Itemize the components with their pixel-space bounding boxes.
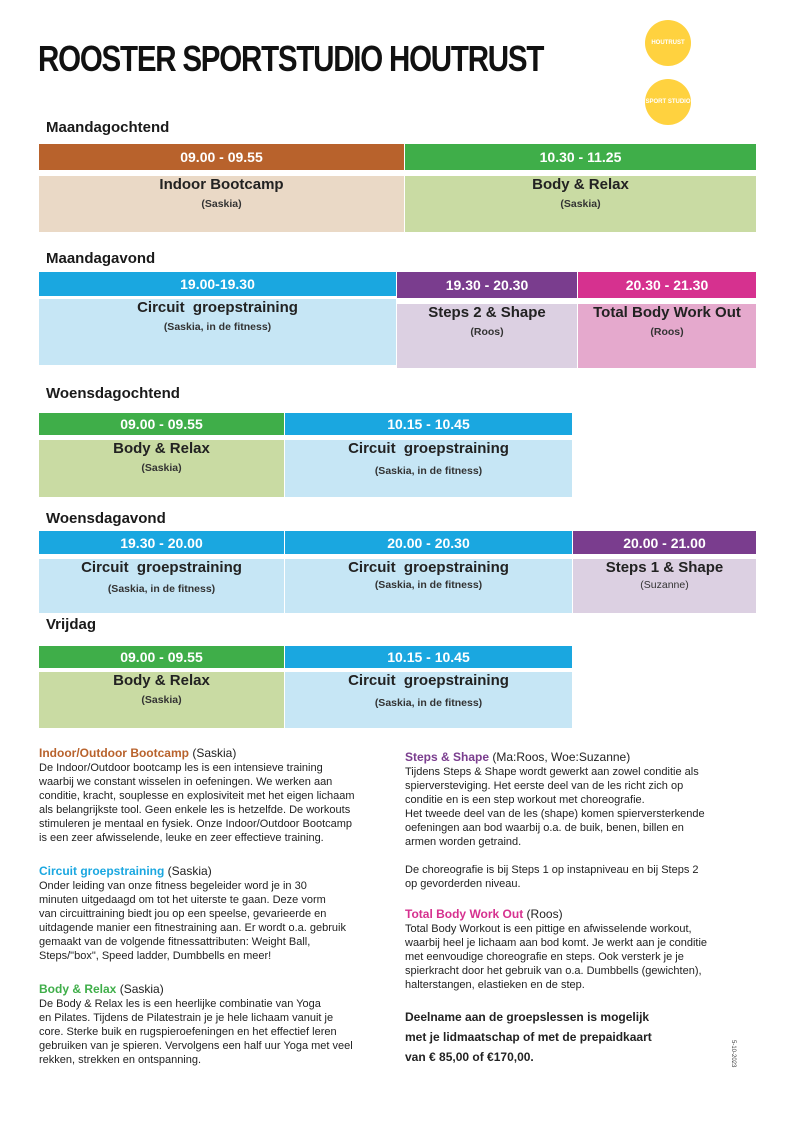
slot-class: Total Body Work Out [593, 304, 741, 321]
desc-line: gemaakt van de volgende fitnessattributen: Weight Ball, [39, 936, 311, 948]
desc-line: Het tweede deel van de les (shape) komen spierversterkende [405, 808, 705, 820]
desc-trainer: (Saskia) [164, 864, 212, 878]
slot-class: Steps 2 & Shape [428, 304, 546, 321]
desc-line: Total Body Workout is een pittige en afwisselende workout, [405, 923, 692, 935]
desc-line: armen worden getraind. [405, 836, 522, 848]
day-label-wednesday-evening: Woensdagavond [46, 510, 166, 527]
slot-time: 19.30 - 20.00 [39, 531, 284, 554]
slot-fri-relax [39, 646, 284, 728]
slot-mon-am-bootcamp [39, 144, 404, 232]
desc-line: spierkracht door het gebruik van o.a. Dumbbells (gewichten), [405, 965, 702, 977]
slot-class: Circuit groepstraining [348, 672, 509, 689]
print-date: 5-10-2023 [730, 1040, 736, 1068]
slot-class: Body & Relax [532, 176, 629, 193]
slot-fri-circuit [285, 646, 572, 728]
desc-line: core. Sterke buik en rugspieroefeningen en het effectief leren [39, 1026, 337, 1038]
slot-trainer: (Saskia) [141, 462, 182, 474]
slot-trainer: (Saskia) [560, 198, 601, 210]
desc-line: gebruiken van je spieren. Vervolgens een half uur Yoga met veel [39, 1040, 353, 1052]
day-label-monday-evening: Maandagavond [46, 250, 156, 267]
slot-class: Circuit groepstraining [81, 559, 242, 576]
slot-time: 10.15 - 10.45 [285, 413, 572, 435]
slot-class: Circuit groepstraining [137, 299, 298, 316]
slot-trainer: (Saskia) [201, 198, 242, 210]
desc-line: van circuittraining biedt jou op een speelse, gevarieerde en [39, 908, 327, 920]
slot-wed-am-circuit [285, 413, 572, 497]
desc-line: is een zeer afwisselende, leuke en zeer effectieve training. [39, 832, 324, 844]
day-label-monday-morning: Maandagochtend [46, 119, 170, 136]
slot-time: 10.30 - 11.25 [405, 144, 756, 170]
houtrust-logo: HOUTRUST [645, 20, 691, 66]
desc-line: Steps/"box", Speed ladder, Dumbbells en meer! [39, 950, 272, 962]
desc-title: Body & Relax [39, 982, 117, 996]
desc-steps [405, 750, 750, 891]
desc-line: waarbij we constant wisselen in oefeningen. We werken aan [39, 776, 333, 788]
slot-trainer: (Roos) [470, 326, 504, 338]
desc-circuit [39, 864, 394, 963]
desc-line: op gevorderden niveau. [405, 878, 521, 890]
note-line: Deelname aan de groepslessen is mogelijk [405, 1010, 650, 1024]
desc-line: waarbij heel je lichaam aan bod komt. Je werkt aan je conditie [405, 937, 708, 949]
slot-trainer: (Saskia, in de fitness) [374, 465, 483, 477]
slot-class: Indoor Bootcamp [159, 176, 284, 193]
slot-trainer: (Roos) [650, 326, 684, 338]
desc-line: De choreografie is bij Steps 1 op instapniveau en bij Steps 2 [405, 864, 699, 876]
desc-relax [39, 982, 394, 1067]
slot-time: 09.00 - 09.55 [39, 413, 284, 435]
slot-class: Circuit groepstraining [348, 559, 509, 576]
slot-time: 20.30 - 21.30 [578, 272, 756, 298]
slot-trainer: (Saskia, in de fitness) [374, 697, 483, 709]
slot-mon-am-relax [405, 144, 756, 232]
slot-wed-pm-steps [573, 531, 756, 613]
slot-trainer: (Suzanne) [640, 579, 689, 591]
desc-line: uitdagende manier een fitnestraining aan. Er wordt o.a. gebruik [39, 922, 346, 934]
sport-studio-logo: SPORT STUDIO [645, 79, 691, 125]
desc-line: Tijdens Steps & Shape wordt gewerkt aan zowel conditie als [405, 766, 699, 778]
desc-line: halterstangen, elastieken en de step. [405, 979, 585, 991]
desc-line: als belangrijkste tool. Geen enkele les is hetzelfde. De workouts [39, 804, 351, 816]
desc-line: en Pilates. Tijdens de Pilatestrain je je hele lichaam vanuit je [39, 1012, 334, 1024]
desc-title: Indoor/Outdoor Bootcamp [39, 746, 189, 760]
membership-note [405, 1007, 725, 1067]
slot-trainer: (Saskia, in de fitness) [107, 583, 216, 595]
slot-time: 09.00 - 09.55 [39, 144, 404, 170]
slot-class: Steps 1 & Shape [605, 559, 724, 576]
desc-trainer: (Saskia) [188, 746, 237, 760]
slot-time: 09.00 - 09.55 [39, 646, 284, 668]
desc-bootcamp [39, 746, 394, 845]
desc-trainer: (Saskia) [116, 982, 164, 996]
slot-wed-pm-circuit-1 [39, 531, 284, 613]
desc-line: oefeningen aan bod waarbij o.a. de buik, benen, billen en [405, 822, 684, 834]
slot-time: 19.30 - 20.30 [397, 272, 577, 298]
slot-time: 20.00 - 20.30 [285, 531, 572, 554]
desc-line: De Body & Relax les is een heerlijke combinatie van Yoga [39, 998, 321, 1010]
slot-trainer: (Saskia) [141, 694, 182, 706]
desc-line: conditie, kracht, souplesse en explosiviteit met het eigen lichaam [39, 790, 355, 802]
slot-mon-pm-steps [397, 272, 577, 368]
slot-mon-pm-total [578, 272, 756, 368]
slot-wed-am-relax [39, 413, 284, 497]
slot-time: 20.00 - 21.00 [573, 531, 756, 554]
desc-line: conditie en is een step workout met choreografie. [405, 794, 645, 806]
desc-line: rekken, strekken en ontspanning. [39, 1054, 202, 1066]
desc-line: De Indoor/Outdoor bootcamp les is een intensieve training [39, 762, 323, 774]
desc-title: Circuit groepstraining [39, 864, 165, 878]
desc-title: Total Body Work Out [405, 907, 524, 921]
slot-mon-pm-circuit [39, 272, 396, 365]
note-line: met je lidmaatschap of met de prepaidkaart [405, 1030, 652, 1044]
slot-class: Body & Relax [113, 672, 210, 689]
desc-line: spierversteviging. Het eerste deel van de les richt zich op [405, 780, 684, 792]
desc-line: met eenvoudige choreografie en steps. Ook versterk je je [405, 951, 684, 963]
desc-trainer: (Ma:Roos, Woe:Suzanne) [489, 750, 631, 764]
slot-time: 19.00-19.30 [39, 272, 396, 296]
page-title: ROOSTER SPORTSTUDIO HOUTRUST [38, 38, 544, 79]
desc-title: Steps & Shape [405, 750, 490, 764]
note-line: van € 85,00 of €170,00. [405, 1050, 534, 1064]
slot-trainer: (Saskia, in de fitness) [163, 321, 272, 333]
desc-trainer: (Roos) [523, 907, 563, 921]
slot-trainer: (Saskia, in de fitness) [374, 579, 483, 591]
slot-wed-pm-circuit-2 [285, 531, 572, 613]
desc-line: minuten uitgedaagd om tot het uiterste te gaan. Deze vorm [39, 894, 326, 906]
desc-total-body [405, 907, 750, 992]
desc-line: stimuleren je mentaal en fysiek. Onze Indoor/Outdoor Bootcamp [39, 818, 353, 830]
slot-class: Body & Relax [113, 440, 210, 457]
day-label-friday: Vrijdag [46, 616, 97, 633]
desc-line: Onder leiding van onze fitness begeleider word je in 30 [39, 880, 307, 892]
slot-class: Circuit groepstraining [348, 440, 509, 457]
day-label-wednesday-morning: Woensdagochtend [46, 385, 180, 402]
slot-time: 10.15 - 10.45 [285, 646, 572, 668]
